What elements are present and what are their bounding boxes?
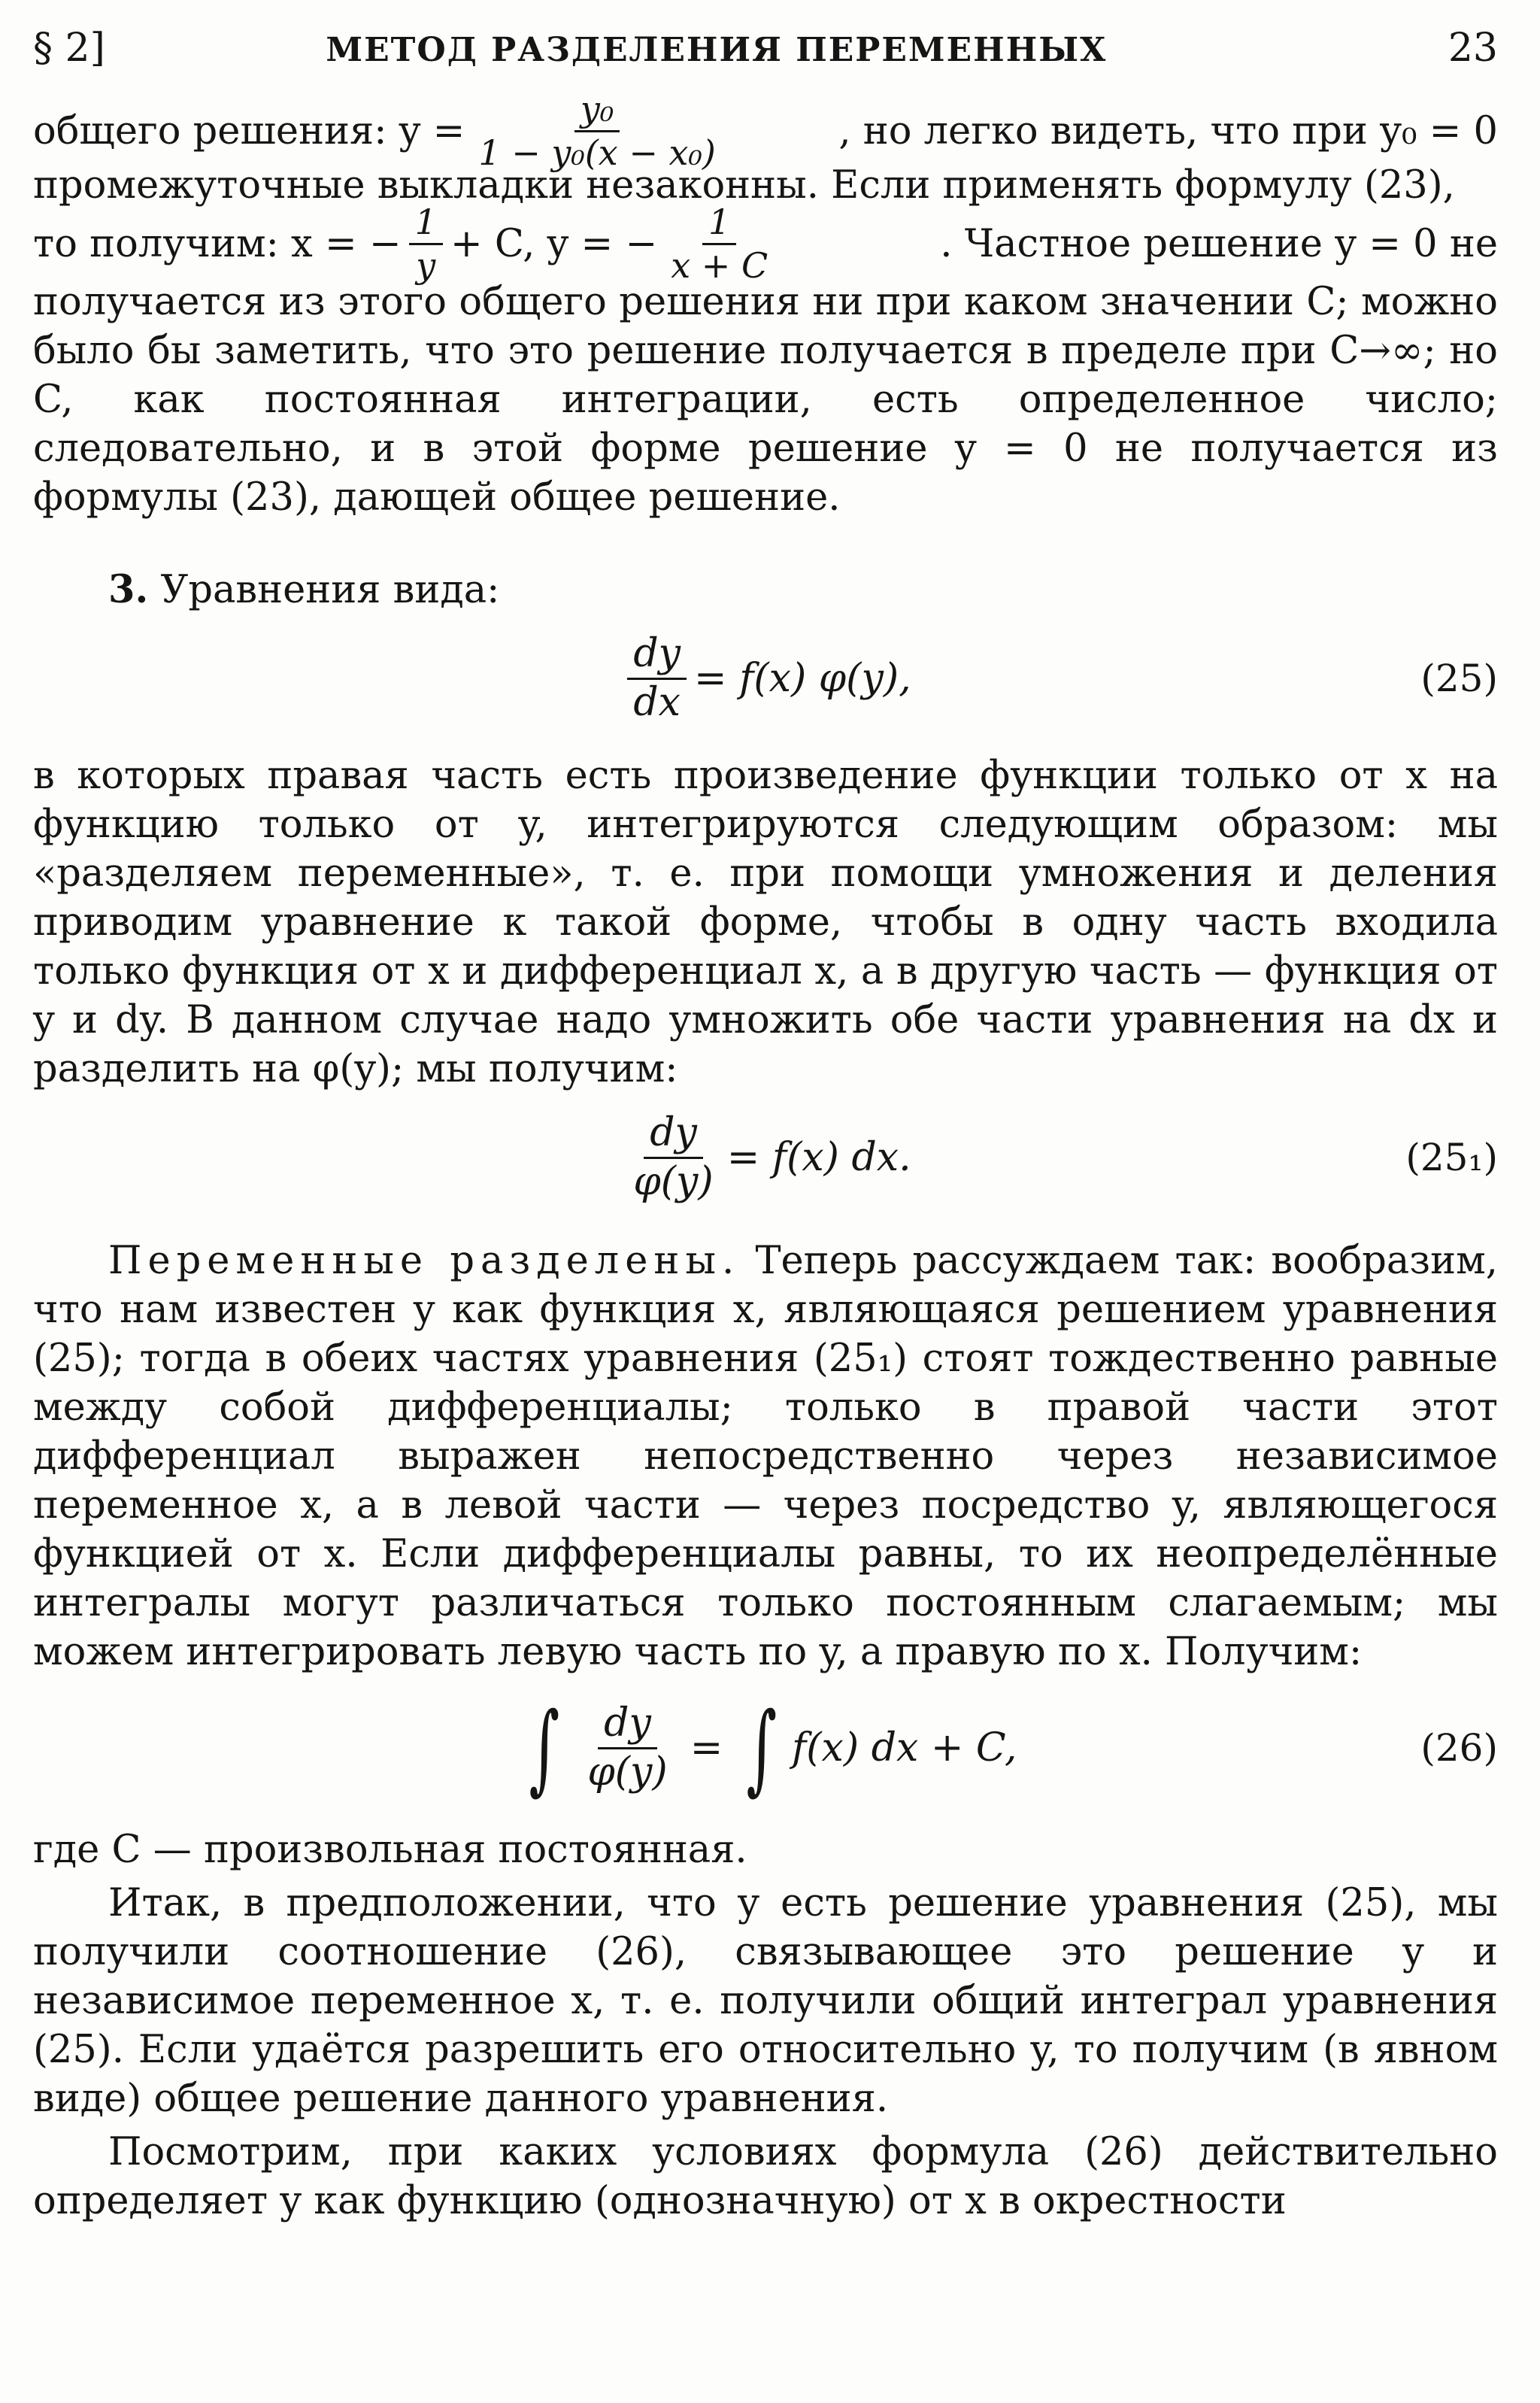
paragraph-arbitrary-constant: где C — произвольная постоянная. <box>33 1828 747 1872</box>
equation-rhs: = f(x) dx. <box>726 1135 911 1180</box>
line-general-solution <box>33 88 1498 173</box>
fraction-one-over-x-plus-c <box>665 203 774 284</box>
page-number: 23 <box>1448 26 1498 71</box>
fraction-numerator: y₀ <box>574 90 620 132</box>
fraction-numerator: 1 <box>409 203 443 245</box>
fraction-one-over-y <box>409 203 443 284</box>
equation-25 <box>33 622 1498 735</box>
equation-26 <box>33 1676 1498 1819</box>
integral-sign-left: ∫ <box>529 1691 559 1805</box>
text-fragment: Теперь рассуждаем так: вообразим, что нам известен y как функция x, являющаяся решением уравнения (25); тогда в обеих частях уравнения (25₁) стоят тождественно равные между собой дифференциалы; только в правой части этот дифференциал выражен непосредственно через независимое переменное x, а в левой части — через посредство y, являющегося функцией от x. Если дифференциалы равны, то их неопределённые интегралы могут различаться только постоянным слагаемым; мы можем интегрировать левую часть по y, а правую по x. Получим: <box>33 1239 1498 1674</box>
paragraph-continuation: получается из этого общего решения ни при каком значении C; можно было бы заметить, что это решение получается в пределе при C→∞; но C, как постоянная интеграции, есть определенное число; следовательно, и в этой форме решение y = 0 не получается из формулы (23), дающей общее решение. <box>33 280 1498 520</box>
text-fragment: общего решения: y = <box>33 108 465 153</box>
text-fragment: + C, y = − <box>450 221 658 266</box>
page-header <box>33 26 1498 86</box>
equation-number: (25) <box>1420 657 1498 700</box>
fraction-dy-phi <box>627 1112 719 1203</box>
paragraph-general-integral: Итак, в предположении, что y есть решение уравнения (25), мы получили соотношение (26), связывающее это решение y и независимое переменное x, т. е. получили общий интеграл уравнения (25). Если удаётся разрешить его относительно y, то получим (в явном виде) общее решение данного уравнения. <box>33 1881 1498 2121</box>
fraction-numerator: 1 <box>702 203 736 245</box>
fraction-denominator: dx <box>633 679 681 725</box>
paragraph-conditions: Посмотрим, при каких условиях формула (26) действительно определяет y как функцию (однозначную) от x в окрестности <box>33 2130 1498 2223</box>
fraction-general-solution <box>472 90 722 171</box>
section-marker: § 2] <box>33 26 105 71</box>
equation-number: (26) <box>1420 1726 1498 1770</box>
text-fragment: то получим: x = − <box>33 221 402 266</box>
emphasized-phrase: Переменные разделены. <box>108 1239 741 1283</box>
equation-rhs: f(x) dx + C, <box>792 1725 1017 1770</box>
section-heading <box>33 566 1498 614</box>
fraction-dy-dx <box>627 633 687 724</box>
fraction-numerator: dy <box>627 633 687 679</box>
equation-25-1 <box>33 1094 1498 1221</box>
line-particular-solution <box>33 201 1498 286</box>
fraction-denominator: x + C <box>671 244 768 286</box>
text-fragment: . Частное решение y = 0 не <box>940 221 1498 266</box>
fraction-denominator: φ(y) <box>633 1158 714 1204</box>
fraction-numerator: dy <box>598 1702 657 1749</box>
fraction-denominator: y <box>416 244 436 286</box>
paragraph-variables-separated <box>33 1236 1498 1676</box>
equation-rhs: = f(x) φ(y), <box>694 656 911 701</box>
paragraph-general-solution <box>33 88 1498 522</box>
fraction-numerator: dy <box>644 1112 703 1158</box>
equation-number: (25₁) <box>1405 1136 1498 1179</box>
text-fragment: , но легко видеть, что при y₀ = 0 <box>838 108 1498 153</box>
equals-sign: = <box>690 1725 723 1770</box>
section-number: 3. <box>108 567 149 612</box>
integral-sign-right: ∫ <box>746 1691 778 1805</box>
fraction-denominator: 1 − y₀(x − x₀) <box>478 132 716 173</box>
section-label: Уравнения вида: <box>160 568 500 612</box>
text-line: промежуточные выкладки незаконны. Если применять формулу (23), <box>33 163 1455 208</box>
paragraph-separation-method: в которых правая часть есть произведение функции только от x на функцию только от y, интегрируются следующим образом: мы «разделяем переменные», т. е. при помощи умножения и деления приводим уравнение к такой форме, чтобы в одну часть входила только функция от x и дифференциал x, а в другую часть — функция от y и dy. В данном случае надо умножить обе части уравнения на dx и разделить на φ(y); мы получим: <box>33 754 1498 1091</box>
fraction-denominator: φ(y) <box>587 1749 668 1795</box>
fraction-dy-phi <box>581 1702 673 1793</box>
running-title: МЕТОД РАЗДЕЛЕНИЯ ПЕРЕМЕННЫХ <box>326 31 1108 69</box>
